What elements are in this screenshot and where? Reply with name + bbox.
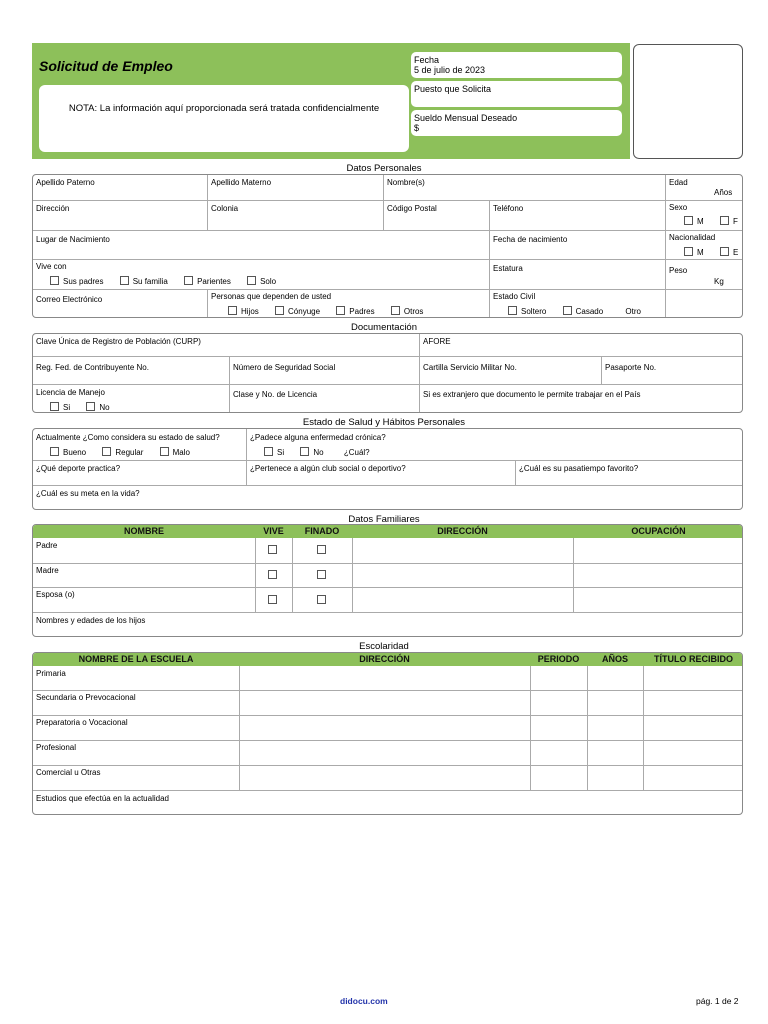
sus-padres-label: Sus padres	[63, 277, 104, 286]
licencia-label: Licencia de Manejo	[36, 388, 105, 397]
parientes-checkbox[interactable]	[184, 276, 193, 285]
casado-checkbox[interactable]	[563, 306, 572, 315]
apellido-paterno-field[interactable]: Apellido Paterno	[36, 178, 95, 187]
pasatiempo-field[interactable]: ¿Cuál es su pasatiempo favorito?	[519, 464, 639, 473]
padres-checkbox[interactable]	[336, 306, 345, 315]
sus-padres-checkbox[interactable]	[50, 276, 59, 285]
form-title: Solicitud de Empleo	[39, 58, 173, 74]
lugar-nacimiento-field[interactable]: Lugar de Nacimiento	[36, 235, 110, 244]
padre-finado-checkbox[interactable]	[317, 545, 326, 554]
parientes-label: Parientes	[197, 277, 231, 286]
esc-row-comercial: Comercial u Otras	[36, 768, 101, 777]
apellido-materno-field[interactable]: Apellido Materno	[211, 178, 272, 187]
edad-field[interactable]: Edad	[669, 178, 688, 187]
familia-row-madre: Madre	[36, 566, 59, 575]
su-familia-checkbox[interactable]	[120, 276, 129, 285]
fecha-nacimiento-field[interactable]: Fecha de nacimiento	[493, 235, 568, 244]
licencia-si-label: Si	[63, 403, 71, 412]
sexo-f-label: F	[733, 217, 738, 226]
sexo-label: Sexo	[669, 203, 688, 212]
photo-box	[633, 44, 743, 159]
cronica-si-checkbox[interactable]	[264, 447, 273, 456]
puesto-box[interactable]	[411, 81, 622, 107]
hijos-checkbox[interactable]	[228, 306, 237, 315]
estudios-actuales-field[interactable]: Estudios que efectúa en la actualidad	[36, 794, 169, 803]
salud-box	[32, 428, 743, 510]
section-escolaridad-title: Escolaridad	[359, 641, 409, 652]
nacionalidad-label: Nacionalidad	[669, 233, 716, 242]
peso-field[interactable]: Peso	[669, 266, 688, 275]
section-doc-title: Documentación	[350, 322, 417, 333]
nacionalidad-e-label: E	[733, 248, 739, 257]
meta-field[interactable]: ¿Cuál es su meta en la vida?	[36, 489, 140, 498]
club-field[interactable]: ¿Pertenece a algún club social o deportivo?	[250, 464, 406, 473]
bueno-checkbox[interactable]	[50, 447, 59, 456]
cronica-label: ¿Padece alguna enfermedad crónica?	[250, 433, 386, 442]
hijos-field[interactable]: Nombres y edades de los hijos	[36, 616, 146, 625]
deporte-field[interactable]: ¿Qué deporte practica?	[36, 464, 121, 473]
nacionalidad-m-checkbox[interactable]	[684, 247, 693, 256]
personal-box	[32, 174, 743, 318]
footer-page-number: pág. 1 de 2	[696, 996, 739, 1006]
otro-label: Otro	[625, 307, 641, 316]
regular-checkbox[interactable]	[102, 447, 111, 456]
afore-field[interactable]: AFORE	[423, 337, 451, 346]
su-familia-label: Su familia	[132, 277, 168, 286]
familia-header-direccion: DIRECCIÓN	[352, 525, 573, 538]
padre-vive-checkbox[interactable]	[268, 545, 277, 554]
madre-vive-checkbox[interactable]	[268, 570, 277, 579]
estado-salud-label: Actualmente ¿Como considera su estado de salud?	[36, 433, 220, 442]
clase-licencia-field[interactable]: Clase y No. de Licencia	[233, 390, 318, 399]
pasaporte-field[interactable]: Pasaporte No.	[605, 363, 657, 372]
sueldo-box[interactable]	[411, 110, 622, 136]
cartilla-field[interactable]: Cartilla Servicio Militar No.	[423, 363, 517, 372]
licencia-no-checkbox[interactable]	[86, 402, 95, 411]
licencia-no-label: No	[99, 403, 110, 412]
regular-label: Regular	[115, 448, 144, 457]
section-salud-title: Estado de Salud y Hábitos Personales	[302, 417, 466, 428]
conyuge-label: Cónyuge	[288, 307, 321, 316]
fecha-value: 5 de julio de 2023	[414, 65, 486, 75]
dependen-label: Personas que dependen de usted	[211, 292, 332, 301]
rfc-field[interactable]: Reg. Fed. de Contribuyente No.	[36, 363, 149, 372]
esc-header-periodo: PERIODO	[530, 653, 587, 666]
correo-field[interactable]: Correo Electrónico	[36, 295, 103, 304]
familia-row-esposa: Esposa (o)	[36, 590, 75, 599]
nss-field[interactable]: Número de Seguridad Social	[233, 363, 336, 372]
cronica-si-label: Si	[277, 448, 285, 457]
esc-row-secundaria: Secundaria o Prevocacional	[36, 693, 136, 702]
soltero-label: Soltero	[521, 307, 547, 316]
sexo-f-checkbox[interactable]	[720, 216, 729, 225]
malo-checkbox[interactable]	[160, 447, 169, 456]
solo-checkbox[interactable]	[247, 276, 256, 285]
esposa-vive-checkbox[interactable]	[268, 595, 277, 604]
curp-field[interactable]: Clave Única de Registro de Población (CURP)	[36, 337, 201, 346]
familia-header-ocupacion: OCUPACIÓN	[573, 525, 743, 538]
madre-finado-checkbox[interactable]	[317, 570, 326, 579]
esposa-finado-checkbox[interactable]	[317, 595, 326, 604]
sexo-m-checkbox[interactable]	[684, 216, 693, 225]
esc-header-nombre: NOMBRE DE LA ESCUELA	[33, 653, 239, 666]
esc-row-profesional: Profesional	[36, 743, 77, 752]
section-personal-title: Datos Personales	[346, 163, 422, 174]
familia-row-padre: Padre	[36, 541, 58, 550]
codigo-postal-field[interactable]: Código Postal	[387, 204, 437, 213]
direccion-field[interactable]: Dirección	[36, 204, 70, 213]
escolaridad-box	[32, 652, 743, 815]
casado-label: Casado	[575, 307, 604, 316]
esc-header-anos: AÑOS	[587, 653, 643, 666]
anos-label: Años	[714, 188, 733, 197]
malo-label: Malo	[172, 448, 190, 457]
bueno-label: Bueno	[63, 448, 87, 457]
kg-label: Kg	[714, 277, 724, 286]
footer-site-link[interactable]: didocu.com	[340, 996, 388, 1006]
cual-label: ¿Cuál?	[343, 448, 370, 457]
nacionalidad-m-label: M	[697, 248, 704, 257]
nacionalidad-e-checkbox[interactable]	[720, 247, 729, 256]
esc-header-direccion: DIRECCIÓN	[239, 653, 530, 666]
fecha-box[interactable]	[411, 52, 622, 78]
puesto-label: Puesto que Solicita	[414, 84, 492, 94]
solo-label: Solo	[260, 277, 277, 286]
padres-label: Padres	[349, 307, 375, 316]
familia-box	[32, 524, 743, 637]
esc-row-primaria: Primaria	[36, 669, 66, 678]
licencia-si-checkbox[interactable]	[50, 402, 59, 411]
telefono-field[interactable]: Teléfono	[493, 204, 524, 213]
sueldo-value: $	[414, 123, 420, 133]
doc-box	[32, 333, 743, 413]
extranjero-field[interactable]: Si es extranjero que documento le permite trabajar en el País	[423, 390, 641, 399]
hijos-label: Hijos	[241, 307, 259, 316]
familia-header-vive: VIVE	[255, 525, 292, 538]
estado-civil-label: Estado Civil	[493, 292, 536, 301]
estatura-field[interactable]: Estatura	[493, 264, 523, 273]
esc-row-preparatoria: Preparatoria o Vocacional	[36, 718, 128, 727]
otros-label: Otros	[403, 307, 424, 316]
section-familia-title: Datos Familiares	[348, 514, 420, 525]
vive-con-label: Vive con	[36, 262, 67, 271]
cronica-no-checkbox[interactable]	[300, 447, 309, 456]
sexo-m-label: M	[697, 217, 704, 226]
cronica-no-label: No	[313, 448, 324, 457]
soltero-checkbox[interactable]	[508, 306, 517, 315]
familia-header-nombre: NOMBRE	[33, 525, 255, 538]
nombre-field[interactable]: Nombre(s)	[387, 178, 425, 187]
sueldo-label: Sueldo Mensual Deseado	[414, 113, 518, 123]
fecha-label: Fecha	[414, 55, 440, 65]
familia-header-finado: FINADO	[292, 525, 352, 538]
colonia-field[interactable]: Colonia	[211, 204, 239, 213]
confidential-note: NOTA: La información aquí proporcionada será tratada confidencialmente	[39, 85, 409, 152]
conyuge-checkbox[interactable]	[275, 306, 284, 315]
otros-checkbox[interactable]	[391, 306, 400, 315]
esc-header-titulo: TÍTULO RECIBIDO	[643, 653, 743, 666]
